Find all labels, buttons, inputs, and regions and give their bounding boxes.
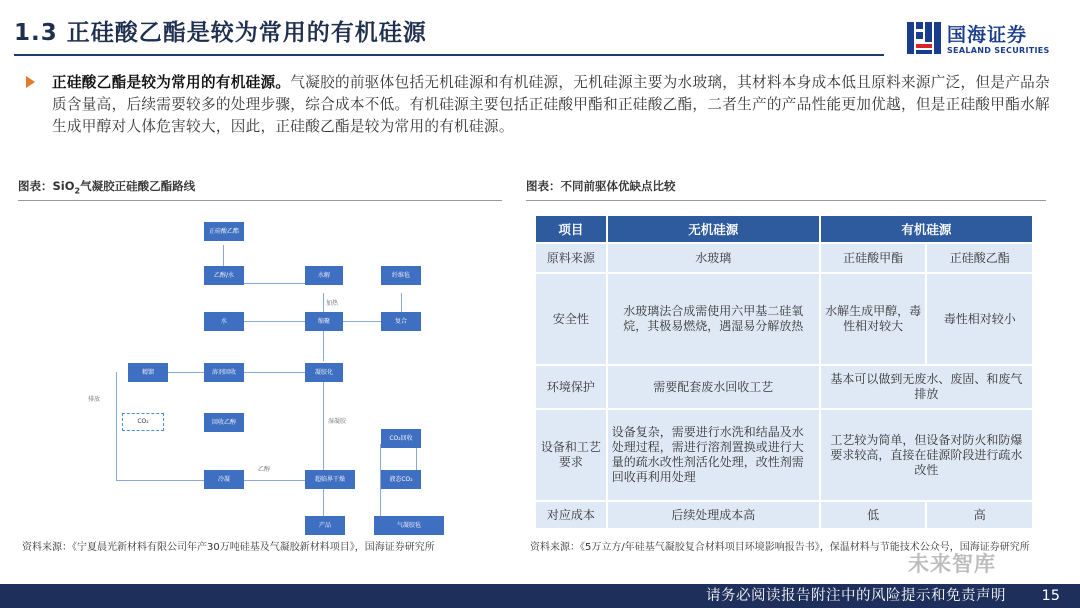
flow-box-6: 缩聚 bbox=[305, 312, 343, 331]
bullet-arrow-icon bbox=[26, 76, 35, 88]
right-figure bbox=[526, 176, 1046, 201]
flow-label-3: 湿凝胶 bbox=[328, 418, 347, 425]
left-figure-title-prefix: 图表：SiO bbox=[18, 179, 75, 193]
right-figure-title: 图表：不同前驱体优缺点比较 bbox=[526, 176, 1046, 201]
left-figure-source: 资料来源：《宁夏晨光新材料有限公司年产30万吨硅基及气凝胶新材料项目》，国海证券研究所 bbox=[22, 542, 435, 553]
company-logo bbox=[905, 20, 1065, 60]
flow-box-5: 水 bbox=[204, 312, 244, 331]
table-cell: 需要配套废水回收工艺 bbox=[607, 365, 820, 409]
flow-box-15: 液态CO₂ bbox=[381, 470, 421, 489]
logo-chinese-name: 国海证券 bbox=[947, 24, 1028, 46]
flow-label-1: 排放 bbox=[88, 396, 101, 403]
table-cell: 低 bbox=[820, 501, 927, 529]
table-cell: 原料来源 bbox=[535, 243, 607, 273]
flow-box-13: 冷凝 bbox=[204, 470, 244, 489]
table-cell: 设备复杂，需要进行水洗和结晶及水处理过程，需进行溶剂置换或进行大量的疏水改性剂活化处理，改性剂需回收再利用处理 bbox=[607, 409, 820, 501]
flow-box-3: 水解 bbox=[305, 266, 343, 285]
table-cell: 工艺较为简单，但设备对防火和防爆要求较高，直接在硅源阶段进行疏水改性 bbox=[820, 409, 1033, 501]
left-figure bbox=[18, 176, 502, 201]
summary-body: 气凝胶的前驱体包括无机硅源和有机硅源，无机硅源主要为水玻璃，其材料本身成本低且原料来源广泛，但是产品杂质含量高，后续需要较多的处理步骤，综合成本不低。有机硅源主要包括正硅酸甲酯和正硅酸乙酯，二者生产的产品性能更加优越，但是正硅酸甲酯水解生成甲醇对人体危害较大，因此，正硅酸乙酯是较为常用的有机硅源。 bbox=[52, 74, 1050, 135]
flow-box-12: CO₂回收 bbox=[381, 429, 421, 448]
flow-box-2: 乙醇/水 bbox=[204, 266, 244, 285]
table-row bbox=[535, 273, 1033, 365]
table-header-item: 项目 bbox=[535, 215, 607, 243]
page-title: 1.3 正硅酸乙酯是较为常用的有机硅源 bbox=[14, 20, 427, 46]
flow-box-4: 纤维毡 bbox=[381, 266, 421, 285]
table-cell: 水玻璃 bbox=[607, 243, 820, 273]
table-cell: 水解生成甲醇，毒性相对较大 bbox=[820, 273, 927, 365]
flow-box-1: 正硅酸乙酯 bbox=[204, 222, 244, 241]
table-row bbox=[535, 409, 1033, 501]
left-figure-title bbox=[18, 176, 502, 201]
summary-heading: 正硅酸乙酯是较为常用的有机硅源。 bbox=[52, 74, 291, 91]
table-row bbox=[535, 365, 1033, 409]
flow-box-8: 精馏 bbox=[128, 363, 168, 382]
precursor-comparison-table bbox=[534, 214, 1034, 530]
watermark: 未来智库 bbox=[908, 552, 996, 576]
flow-label-2: 加热 bbox=[326, 300, 339, 307]
footer-disclaimer: 请务必阅读报告附注中的风险提示和免责声明 bbox=[706, 588, 1006, 604]
table-header-row bbox=[535, 215, 1033, 243]
table-cell: 正硅酸甲酯 bbox=[820, 243, 927, 273]
footer-bar bbox=[0, 584, 1080, 608]
flow-box-7: 复合 bbox=[381, 312, 421, 331]
left-figure-title-suffix: 气凝胶正硅酸乙酯路线 bbox=[80, 179, 196, 193]
logo-english-name: SEALAND SECURITIES bbox=[947, 46, 1050, 55]
flow-label-4: 乙醇 bbox=[258, 466, 271, 473]
flow-dashed-box: CO₂ bbox=[122, 413, 164, 431]
flow-box-14: 超临界干燥 bbox=[305, 470, 355, 489]
summary-bullet bbox=[22, 72, 1062, 138]
flow-box-10: 凝胶化 bbox=[305, 363, 343, 382]
table-row bbox=[535, 501, 1033, 529]
table-cell: 环境保护 bbox=[535, 365, 607, 409]
table-cell: 毒性相对较小 bbox=[926, 273, 1033, 365]
flow-box-9: 溶剂回收 bbox=[204, 363, 244, 382]
table-cell: 高 bbox=[926, 501, 1033, 529]
table-cell: 后续处理成本高 bbox=[607, 501, 820, 529]
table-cell: 水玻璃法合成需使用六甲基二硅氧烷，其极易燃烧，遇湿易分解放热 bbox=[607, 273, 820, 365]
table-cell: 基本可以做到无废水、废固、和废气排放 bbox=[820, 365, 1033, 409]
table-row bbox=[535, 243, 1033, 273]
title-divider bbox=[14, 54, 884, 56]
table-cell: 设备和工艺要求 bbox=[535, 409, 607, 501]
sealand-logo-icon bbox=[907, 20, 941, 56]
table-header-inorganic: 无机硅源 bbox=[607, 215, 820, 243]
flow-box-17: 气凝胶毡 bbox=[374, 516, 444, 535]
table-cell: 对应成本 bbox=[535, 501, 607, 529]
left-figure-title-sub: 2 bbox=[74, 186, 81, 196]
flow-box-16: 产品 bbox=[305, 516, 345, 535]
right-figure-source: 资料来源：《5万立方/年硅基气凝胶复合材料项目环境影响报告书》，保温材料与节能技术公众号，国海证券研究所 bbox=[530, 542, 1030, 553]
table-header-organic: 有机硅源 bbox=[820, 215, 1033, 243]
flow-box-11: 回收乙醇 bbox=[204, 413, 244, 432]
process-flow-diagram bbox=[18, 204, 502, 536]
page-number: 15 bbox=[1041, 588, 1060, 604]
table-cell: 正硅酸乙酯 bbox=[926, 243, 1033, 273]
table-cell: 安全性 bbox=[535, 273, 607, 365]
summary-text bbox=[52, 72, 1062, 138]
